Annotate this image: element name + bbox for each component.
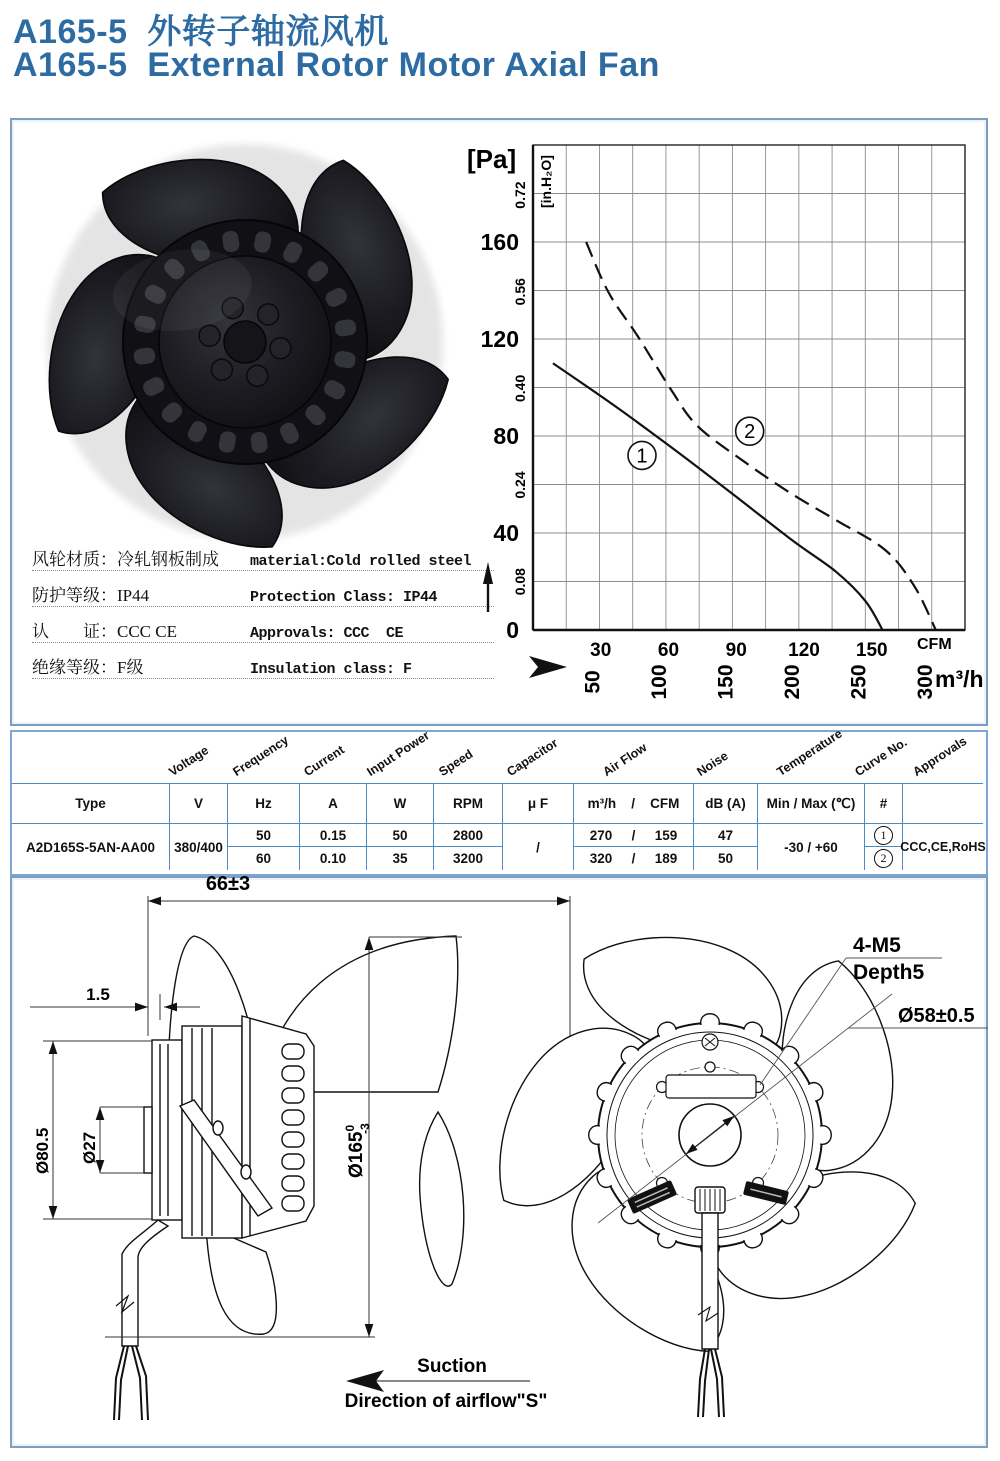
unit-airflow-sep: / — [631, 796, 635, 811]
svg-text:160: 160 — [480, 229, 519, 255]
col-header-air-flow: Air Flow — [600, 740, 650, 779]
pa-axis-label: [Pa] — [467, 144, 517, 174]
cell-noise-60: 50 — [694, 847, 758, 870]
unit-power: W — [367, 784, 434, 824]
curve-2-badge: 2 — [874, 849, 893, 868]
dim-fan-dia-sub: -3 — [358, 1123, 372, 1134]
spec-insulation-zh: 绝缘等级：F级 — [32, 658, 144, 677]
svg-text:1: 1 — [636, 445, 648, 468]
unit-airflow-cfm: CFM — [650, 796, 680, 811]
cell-airflow-60-m3h: 320 — [589, 851, 613, 866]
dim-shaft-dia-label: Ø27 — [80, 1131, 99, 1164]
unit-frequency: Hz — [228, 784, 300, 824]
cell-airflow-60-sep: / — [631, 851, 636, 866]
unit-voltage: V — [170, 784, 228, 824]
cell-airflow-50 — [574, 824, 694, 847]
cell-type: A2D165S-5AN-AA00 — [12, 824, 170, 870]
svg-text:200: 200 — [780, 664, 804, 700]
cfm-axis-label: CFM — [917, 636, 952, 653]
cell-current-60: 0.10 — [300, 847, 367, 870]
unit-current: A — [300, 784, 367, 824]
inh2o-axis-label: [in.H₂O] — [538, 155, 554, 208]
spec-material-en: material:Cold rolled steel — [250, 553, 472, 570]
curve-1-badge: 1 — [874, 826, 893, 845]
cell-speed-50: 2800 — [434, 824, 503, 847]
unit-airflow-m3h: m³/h — [587, 796, 617, 811]
svg-text:0.24: 0.24 — [512, 471, 528, 499]
col-header-curve-no: Curve No. — [852, 735, 910, 779]
cell-curve-1 — [865, 824, 903, 847]
svg-text:120: 120 — [788, 640, 820, 661]
cell-voltage: 380/400 — [170, 824, 228, 870]
cell-approvals: CCC,CE,RoHS — [900, 840, 986, 854]
cell-airflow-50-cfm: 159 — [654, 827, 678, 843]
dim-depth-label: 66±3 — [205, 876, 251, 895]
unit-curve: # — [865, 784, 903, 824]
table-diagonal-header-band — [12, 726, 983, 784]
svg-text:0.08: 0.08 — [512, 568, 528, 596]
svg-text:0.56: 0.56 — [512, 278, 528, 306]
dim-inlet-label: 1.5 — [86, 985, 110, 1004]
technical-drawing — [10, 876, 988, 1444]
screw-depth-label: Depth5 — [853, 961, 925, 984]
spec-insulation — [32, 643, 494, 679]
cell-power-60: 35 — [367, 847, 434, 870]
col-header-temperature: Temperature — [774, 726, 845, 779]
col-header-voltage: Voltage — [166, 743, 212, 779]
cell-hz-60: 60 — [228, 847, 300, 870]
dim-hub-label: Ø58±0.5 — [898, 1005, 975, 1027]
front-view-top-screw — [702, 1034, 718, 1050]
spec-table-panel — [10, 726, 988, 876]
unit-airflow — [574, 784, 694, 824]
svg-text:80: 80 — [493, 423, 519, 449]
svg-text:150: 150 — [855, 640, 888, 661]
dim-fan-dia-main: Ø165 — [346, 1131, 367, 1178]
front-view — [483, 937, 928, 1417]
spec-table — [12, 726, 986, 874]
suction-label: Suction — [417, 1356, 487, 1377]
side-view — [116, 936, 464, 1346]
svg-text:150: 150 — [714, 664, 738, 700]
svg-text:40: 40 — [493, 520, 519, 546]
cell-noise-50: 47 — [694, 824, 758, 847]
unit-capacitor: μ F — [503, 784, 574, 824]
spec-protection-en: Protection Class: IP44 — [250, 589, 438, 606]
cell-airflow-60 — [574, 847, 694, 870]
cell-capacitor: / — [503, 824, 574, 870]
screw-spec-label: 4-M5 — [853, 934, 901, 957]
col-header-capacitor: Capacitor — [504, 735, 561, 779]
side-view-wires — [114, 1346, 148, 1420]
spec-insulation-en: Insulation class: F — [250, 661, 412, 678]
svg-text:100: 100 — [647, 664, 671, 700]
spec-material — [32, 535, 494, 571]
svg-text:120: 120 — [480, 326, 519, 352]
airflow-direction-note — [345, 1356, 548, 1412]
svg-text:250: 250 — [847, 664, 871, 700]
cell-airflow-60-cfm: 189 — [654, 851, 678, 866]
unit-type: Type — [12, 784, 170, 824]
cell-curve-2 — [865, 847, 903, 870]
svg-text:60: 60 — [657, 640, 680, 661]
cell-speed-60: 3200 — [434, 847, 503, 870]
unit-temperature: Min / Max (℃) — [758, 784, 865, 824]
front-view-nameplate — [666, 1075, 756, 1098]
svg-text:300: 300 — [913, 664, 937, 700]
spec-material-zh: 风轮材质：冷轧钢板制成 — [32, 550, 219, 569]
fan-photo — [27, 130, 467, 555]
svg-text:0.72: 0.72 — [512, 181, 528, 209]
spec-protection-zh: 防护等级：IP44 — [32, 586, 150, 605]
svg-text:2: 2 — [744, 421, 756, 444]
col-header-current: Current — [301, 742, 347, 779]
col-header-input-power: Input Power — [364, 728, 432, 779]
performance-chart — [455, 120, 990, 720]
svg-text:30: 30 — [590, 640, 612, 661]
dim-fan-dia-sup: 0 — [343, 1124, 357, 1132]
dim-fan-dia-label — [343, 1123, 372, 1178]
col-header-speed: Speed — [436, 746, 476, 779]
m3h-axis-label: m³/h — [935, 666, 984, 692]
cell-airflow-50-m3h: 270 — [589, 827, 613, 843]
cell-current-50: 0.15 — [300, 824, 367, 847]
dim-motor-dia-label: Ø80.5 — [33, 1127, 52, 1174]
svg-text:0: 0 — [506, 617, 519, 643]
svg-text:50: 50 — [581, 670, 605, 694]
cell-airflow-50-sep: / — [631, 827, 636, 843]
unit-noise: dB (A) — [694, 784, 758, 824]
spec-approvals — [32, 607, 494, 643]
svg-text:90: 90 — [725, 640, 747, 661]
cell-temperature: -30 / +60 — [758, 824, 865, 870]
front-view-wires — [698, 1349, 724, 1417]
cell-power-50: 50 — [367, 824, 434, 847]
unit-approvals — [903, 784, 983, 824]
unit-speed: RPM — [434, 784, 503, 824]
drawing-panel — [10, 876, 988, 1448]
spec-list — [32, 535, 494, 679]
cell-hz-50: 50 — [228, 824, 300, 847]
airflow-dir-label: Direction of airflow"S" — [344, 1391, 548, 1412]
svg-text:0.40: 0.40 — [512, 374, 528, 402]
col-header-approvals: Approvals — [910, 733, 970, 779]
page-title-zh: A165-5 外转子轴流风机 — [13, 13, 389, 51]
spec-protection — [32, 571, 494, 607]
spec-approvals-en: Approvals: CCC CE — [250, 625, 404, 642]
col-header-noise: Noise — [694, 748, 731, 779]
y-axis-direction-arrow — [483, 562, 493, 612]
x-axis-direction-arrow — [529, 656, 567, 678]
col-header-frequency: Frequency — [230, 732, 292, 779]
page-title-en: A165-5 External Rotor Motor Axial Fan — [13, 46, 660, 84]
spec-approvals-zh: 认 证：CCC CE — [32, 622, 177, 641]
